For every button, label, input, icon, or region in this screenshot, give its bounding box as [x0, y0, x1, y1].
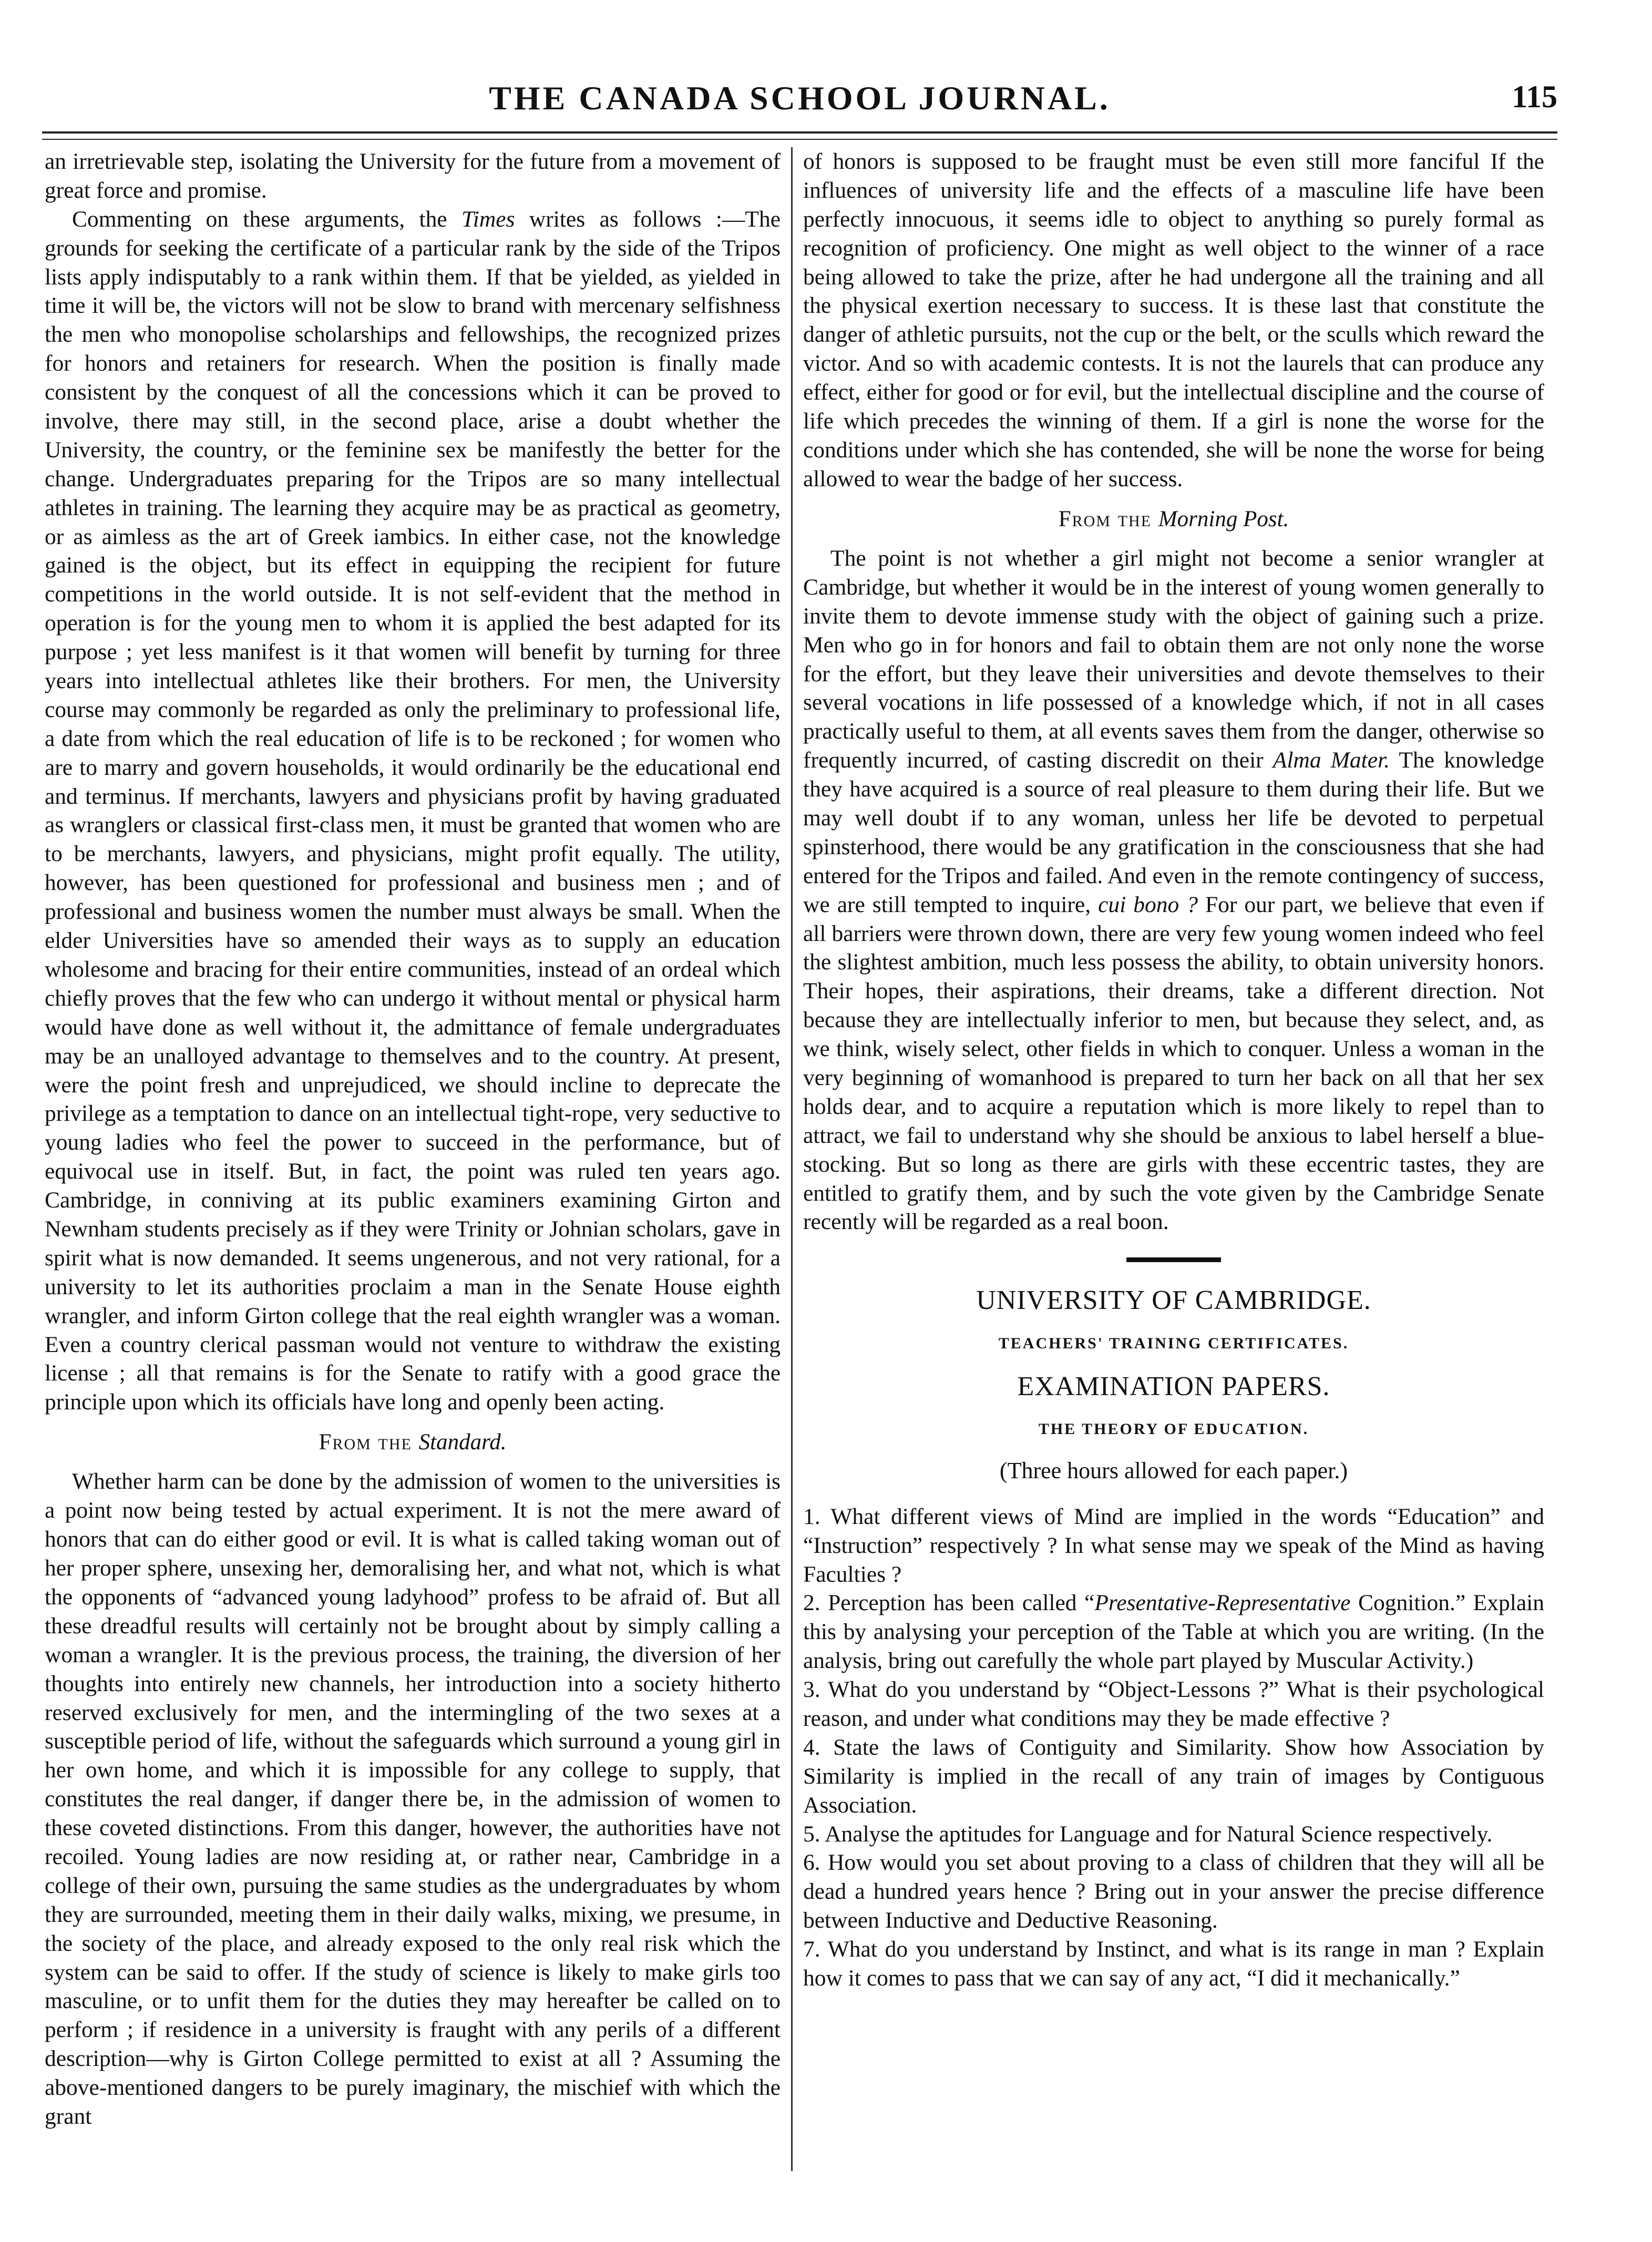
italic-phrase: cui bono ?	[1098, 892, 1198, 917]
heading-prefix: From the	[319, 1430, 419, 1455]
text-span: writes as follows :—The grounds for seeking the certificate of a particular rank by the side of the Tripos lists apply indisputably to a rank within them. If that be yielded, as yielded in time it will be, the victors will not be slow to brand with mercenary selfishness the men who monopolise scholarships and fellowships, the recognized prizes for honors and retainers for research. When the position is finally made consistent by the conquest of all the concessions which it can be proved to involve, there may still, in the second place, arise a doubt whether the University, the country, or the feminine sex be manifestly the better for the change. Undergraduates preparing for the Tripos are so many intellectual athletes in training. The learning they acquire may be as practical as geometry, or as aimless as the art of Greek iambics. In either case, not the knowledge gained is the object, but its effect in equipping the recipient for future competitions in the world outside. It is not self-evident that the method in operation is for the young men to whom it is applied the best adapted for its purpose ; yet less manifest is it that women will benefit by turning for three years into intellectual athletes like their brothers. For men, the University course may commonly be regarded as only the preliminary to professional life, a date from which the real education of life is to be reckoned ; for women who are to marry and govern households, it would ordinarily be the educational end and terminus. If merchants, lawyers and physicians profit by having graduated as wranglers or classical first-class men, it must be granted that women who are to be merchants, lawyers, and physicians, might profit equally. The utility, however, has been questioned for professional and business men ; and of professional and business women the number must always be small. When the elder Universities have so amended their ways as to supply an education wholesome and bracing for their entire communities, instead of an ordeal which chiefly proves that the few who can undergo it without mental or physical harm would have done as well without it, the admittance of female undergraduates may be an unalloyed advantage to themselves and to the country. At present, were the point fresh and unprejudiced, we should incline to deprecate the privilege as a temptation to dance on an intellectual tight-rope, very seductive to young ladies who feel the power to succeed in the performance, but of equivocal use in itself. But, in fact, the point was ruled ten years ago. Cambridge, in conniving at its public examiners examining Girton and Newnham students precisely as if they were Trinity or Johnian scholars, gave in spirit what is now demanded. It seems ungenerous, and not very rational, for a university to let its authorities proclaim a man in the Senate House eighth wrangler, and inform Girton college that the real eighth wrangler was a woman. Even a country clerical passman would not venture to withdraw the existing license ; all that remains is for the Senate to ratify with a good grace the principle upon which its officials have long and openly been acting.	[45, 206, 781, 1415]
section-title: UNIVERSITY OF CAMBRIDGE.	[976, 1285, 1371, 1316]
running-head	[42, 79, 1557, 121]
journal-title: THE CANADA SCHOOL JOURNAL.	[489, 79, 1111, 117]
paragraph: of honors is supposed to be fraught must be even still more fanciful If the influences of university life and the effects of a masculine life have been perfectly innocuous, it seems idle to object to anything so purely formal as recognition of proficiency. One might as well object to the winner of a race being allowed to take the prize, after he had undergone all the training and all the physical exertion necessary to success. It is these last that constitute the danger of athletic pursuits, not the cup or the belt, or the sculls which reward the victor. And so with academic contests. It is not the laurels that can produce any effect, either for good or for evil, but the intellectual discipline and the course of life which precedes the winning of them. If a girl is none the worse for the conditions under which she has contended, she will be none the worse for being allowed to wear the badge of her success.	[803, 149, 1544, 492]
publication-name: Morning Post.	[1158, 506, 1289, 531]
text-span: The point is not whether a girl might not become a senior wrangler at Cambridge, but whether it would be in the interest of young women generally to invite them to devote immense study with the object of gaining such a prize. Men who go in for honors and fail to obtain them are not only none the worse for the effort, but they leave their universities and devote themselves to their several vocations in life possessed of a knowledge which, if not in all cases practically useful to them, at all events saves them from the danger, otherwise so frequently incurred, of casting discredit on their	[803, 545, 1544, 773]
exam-question: 4. State the laws of Contiguity and Similarity. Show how Association by Similarity is implied in the recall of any train of images by Contiguous Association.	[803, 1734, 1544, 1818]
subsection-label: TEACHERS' TRAINING CERTIFICATES.	[998, 1334, 1349, 1352]
subject-label: THE THEORY OF EDUCATION.	[1038, 1420, 1309, 1438]
header-rule	[42, 131, 1557, 140]
publication-name: Standard.	[418, 1430, 507, 1455]
text-span: For our part, we believe that even if all barriers were thrown down, there are very few young women indeed who feel the slightest ambition, much less possess the ability, to obtain university honors. Their hopes, their aspirations, their dreams, take a different direction. Not because they are intellectually inferior to men, but because they select, and, as we think, wisely select, other fields in which to conquer. Unless a woman in the very beginning of womanhood is prepared to turn her back on all that her sex holds dear, and to acquire a reputation which is more likely to repel than to attract, we fail to understand why she should be anxious to label herself a blue-stocking. But so long as there are girls with these eccentric tastes, they are entitled to gratify them, and by such the vote given by the Cambridge Senate recently will be regarded as a real boon.	[803, 892, 1544, 1235]
page-number: 115	[1512, 79, 1557, 114]
text-span: Cognition.” Explain this by analysing your perception of the Table at which you are writing. (In the analysis, bring out carefully the whole part played by Muscular Activity.)	[803, 1590, 1544, 1674]
exam-question	[803, 1589, 1544, 1675]
exam-question: 5. Analyse the aptitudes for Language and for Natural Science respectively.	[803, 1821, 1493, 1847]
exam-question: 3. What do you understand by “Object-Lessons ?” What is their psychological reason, and under what conditions may they be made effective ?	[803, 1677, 1544, 1732]
text-span: 2. Perception has been called “	[803, 1590, 1095, 1616]
exam-question: 7. What do you understand by Instinct, and what is its range in man ? Explain how it comes to pass that we can say of any act, “I did it mechanically.”	[803, 1937, 1544, 1991]
exam-title: EXAMINATION PAPERS.	[1017, 1371, 1330, 1401]
publication-name: Times	[461, 206, 515, 232]
left-column	[45, 147, 781, 2131]
times-paragraph	[45, 205, 781, 1417]
paragraph	[803, 544, 1544, 1236]
exam-question: 1. What different views of Mind are implied in the words “Education” and “Instruction” respectively ? In what sense may we speak of the Mind as having Faculties ?	[803, 1503, 1544, 1587]
right-column	[803, 147, 1544, 1993]
section-divider-rule	[1126, 1257, 1221, 1262]
section-heading-morning-post	[803, 505, 1544, 534]
section-heading-standard	[45, 1428, 781, 1457]
italic-phrase: Alma Mater.	[1273, 748, 1390, 773]
time-note: (Three hours allowed for each paper.)	[999, 1458, 1348, 1484]
paragraph: an irretrievable step, isolating the University for the future from a movement of great force and promise.	[45, 149, 781, 203]
text-span: The knowledge they have acquired is a source of real pleasure to them during their life. But we may well doubt if to any woman, unless her life be devoted to perpetual spinsterhood, there would be any gratification in the consciousness that she had entered for the Tripos and failed. And even in the remote contingency of success, we are still tempted to inquire,	[803, 748, 1544, 917]
column-divider	[791, 147, 793, 2171]
text-span: Commenting on these arguments, the	[72, 206, 461, 232]
italic-phrase: Presentative-Representative	[1094, 1590, 1351, 1616]
paragraph: Whether harm can be done by the admission of women to the universities is a point now being tested by actual experiment. It is not the mere award of honors that can do either good or evil. It is what is called taking woman out of her proper sphere, unsexing her, demoralising her, and what not, which is what the opponents of “advanced young ladyhood” profess to be afraid of. But all these dreadful results will certainly not be brought about by simply calling a woman a wrangler. It is the previous process, the training, the diversion of her thoughts into entirely new channels, her introduction into a society hitherto reserved exclusively for men, and the intermingling of the two sexes at a susceptible period of life, without the safeguards which surround a young girl in her own home, and which it is impossible for any college to supply, that constitutes the real danger, if danger there be, in the admission of women to these coveted distinctions. From this danger, however, the authorities have not recoiled. Young ladies are now residing at, or rather near, Cambridge in a college of their own, pursuing the same studies as the undergraduates by whom they are surrounded, meeting them in their daily walks, mixing, we presume, in the society of the place, and already exposed to the only real risk which the system can be said to offer. If the study of science is likely to make girls too masculine, or to unfit them for the duties they may hereafter be called on to perform ; if residence in a university is fraught with any perils of a different description—why is Girton College permitted to exist at all ? Assuming the above-mentioned dangers to be purely imaginary, the mischief with which the grant	[45, 1469, 781, 2130]
heading-prefix: From the	[1058, 506, 1158, 531]
exam-question: 6. How would you set about proving to a class of children that they will all be dead a hundred years hence ? Bring out in your answer the precise difference between Inductive and Deductive Reasoning.	[803, 1850, 1544, 1933]
